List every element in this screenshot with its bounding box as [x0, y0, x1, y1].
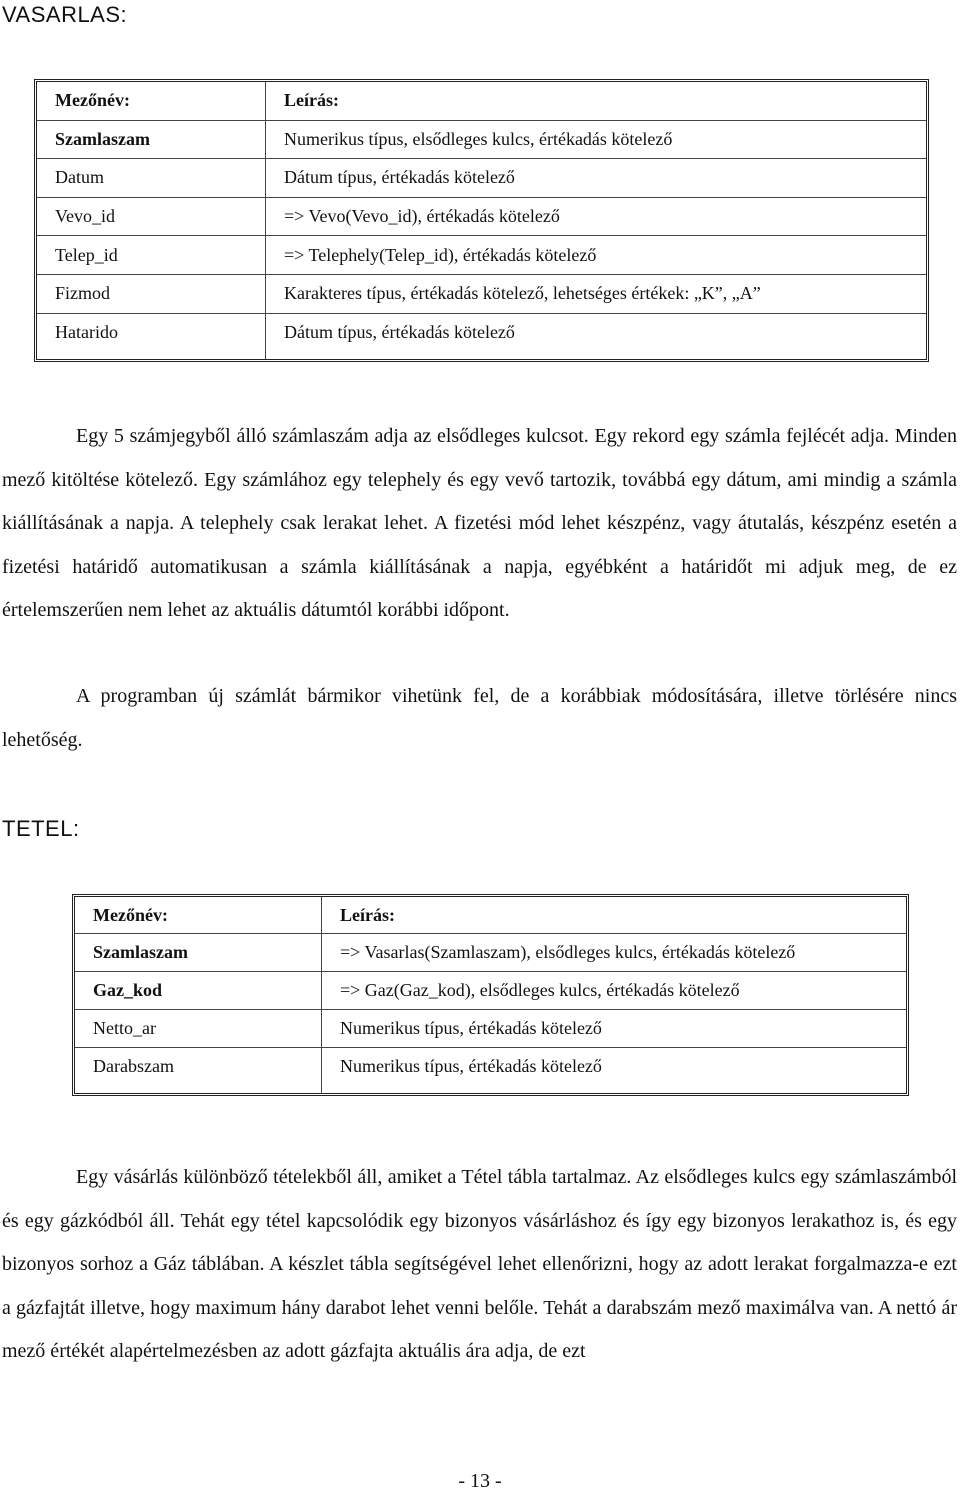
header-field-name: Mezőnév: [75, 897, 322, 933]
field-name-cell: Vevo_id [37, 197, 266, 236]
field-name-cell: Gaz_kod [75, 971, 322, 1009]
table-row [37, 235, 926, 274]
vasarlas-description-paragraph [2, 415, 957, 633]
field-name-cell: Szamlaszam [75, 933, 322, 971]
section-title-tetel: TETEL: [2, 816, 80, 841]
field-desc-cell: Numerikus típus, értékadás kötelező [322, 1047, 906, 1093]
field-desc-cell: => Vevo(Vevo_id), értékadás kötelező [266, 197, 926, 236]
field-name-cell: Fizmod [37, 274, 266, 313]
table-row [75, 1009, 906, 1047]
field-desc-cell: Dátum típus, értékadás kötelező [266, 313, 926, 360]
vasarlas-policy-paragraph [2, 675, 957, 762]
header-description: Leírás: [340, 904, 395, 925]
header-field-name: Mezőnév: [37, 82, 266, 120]
field-desc-cell: => Vasarlas(Szamlaszam), elsődleges kulcs, értékadás kötelező [322, 933, 906, 971]
section-title-vasarlas: VASARLAS: [2, 2, 128, 27]
field-name-cell: Hatarido [37, 313, 266, 360]
field-desc-cell: Dátum típus, értékadás kötelező [266, 158, 926, 197]
field-desc-cell: Numerikus típus, elsődleges kulcs, értékadás kötelező [266, 120, 926, 159]
paragraph-text: A programban új számlát bármikor vihetünk fel, de a korábbiak módosítására, illetve törlésére nincs lehetőség. [2, 685, 957, 751]
table-row [75, 1047, 906, 1093]
paragraph-text: Egy vásárlás különböző tételekből áll, amiket a Tétel tábla tartalmaz. Az elsődleges kulcs egy számlaszámból és egy gázkódból áll. Tehát egy tétel kapcsolódik egy bizonyos vásárláshoz és így egy bizonyos lerakathoz is, és egy bizonyos sorhoz a Gáz táblában. A készlet tábla segítségével lehet ellenőrizni, hogy az adott lerakat forgalmazza-e ezt a gázfajtát illetve, hogy maximum hány darabot lehet venni belőle. Tehát a darabszám mező maximálva van. A nettó ár mező értékét alapértelmezésben az adott gázfajta aktuális ára adja, de ezt [2, 1166, 957, 1362]
table-row [37, 120, 926, 159]
table-row [37, 274, 926, 313]
field-name-cell: Telep_id [37, 235, 266, 274]
table-row [37, 197, 926, 236]
paragraph-text: Egy 5 számjegyből álló számlaszám adja az elsődleges kulcsot. Egy rekord egy számla fejlécét adja. Minden mező kitöltése kötelező. Egy számlához egy telephely és egy vevő tartozik, továbbá egy dátum, ami mindig a számla kiállításának a napja. A telephely csak lerakat lehet. A fizetési mód lehet készpénz, vagy átutalás, készpénz esetén a fizetési határidő automatikusan a számla kiállításának a napja, egyébként a határidőt mi adjuk meg, de ez értelemszerűen nem lehet az aktuális dátumtól korábbi időpont. [2, 425, 957, 621]
field-desc-cell: Karakteres típus, értékadás kötelező, lehetséges értékek: „K”, „A” [266, 274, 926, 313]
table-row [75, 933, 906, 971]
vasarlas-field-table [34, 79, 929, 362]
tetel-field-table [72, 894, 909, 1096]
header-description: Leírás: [284, 90, 339, 111]
tetel-description-paragraph [2, 1156, 957, 1374]
field-name-cell: Darabszam [75, 1047, 322, 1093]
table-row [75, 971, 906, 1009]
field-desc-cell: => Gaz(Gaz_kod), elsődleges kulcs, értékadás kötelező [322, 971, 906, 1009]
field-name-cell: Netto_ar [75, 1009, 322, 1047]
page-number: - 13 - [458, 1470, 502, 1492]
table-header-row [75, 897, 906, 933]
field-desc-cell: Numerikus típus, értékadás kötelező [322, 1009, 906, 1047]
table-row [37, 313, 926, 360]
table-header-row [37, 82, 926, 120]
field-desc-cell: => Telephely(Telep_id), értékadás kötelező [266, 235, 926, 274]
field-name-cell: Datum [37, 158, 266, 197]
field-name-cell: Szamlaszam [37, 120, 266, 159]
table-row [37, 158, 926, 197]
